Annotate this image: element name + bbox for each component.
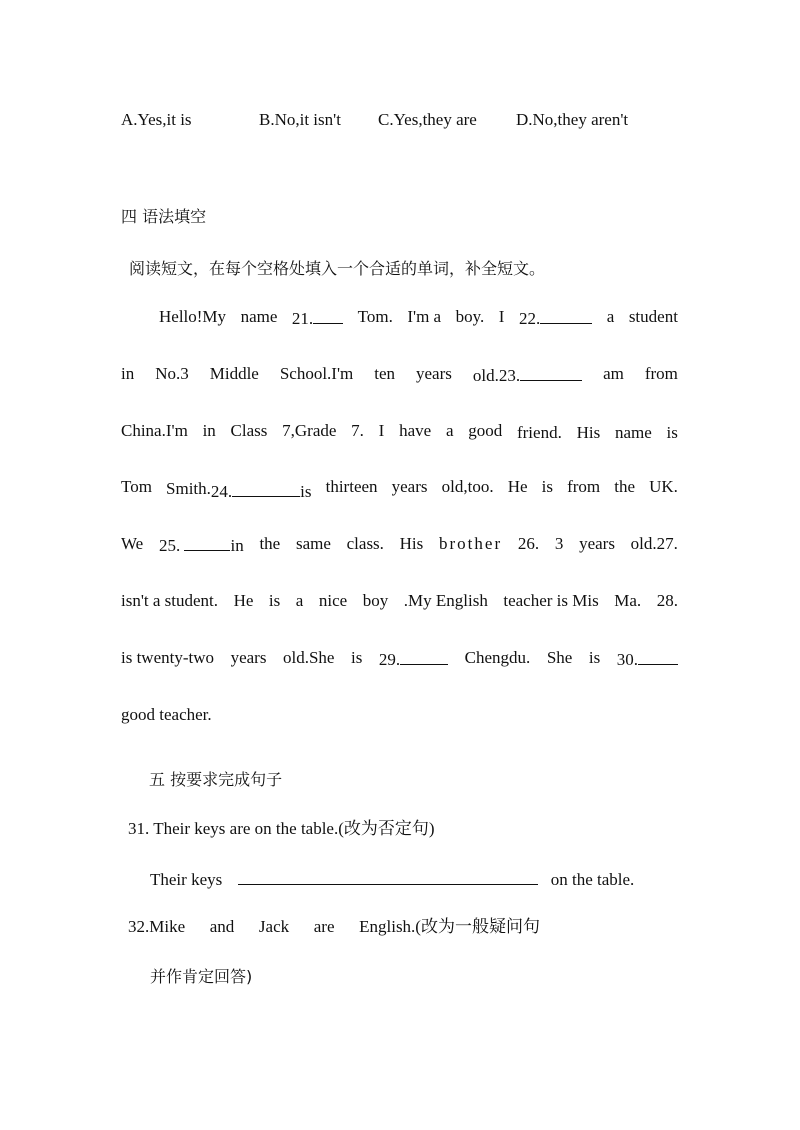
word: and	[209, 917, 235, 936]
word: old.27.	[630, 534, 678, 553]
section-5-heading: 五 按要求完成句子	[149, 770, 283, 789]
option-d: D.No,they aren't	[516, 110, 629, 129]
word: thirteen	[325, 477, 378, 496]
word: brother	[439, 534, 503, 553]
word: School.I'm	[279, 364, 354, 383]
passage-line-6	[121, 590, 678, 612]
word: Chengdu.	[464, 648, 531, 667]
word: teacher is Mis	[503, 591, 599, 610]
option-c: C.Yes,they are	[378, 110, 477, 129]
word: No.3	[155, 364, 189, 383]
passage-line-7	[121, 647, 678, 671]
word: years	[416, 364, 452, 383]
word: is twenty-two	[121, 648, 215, 667]
answer-blank	[238, 867, 538, 885]
word: He	[507, 477, 528, 496]
question-31: 31. Their keys are on the table.(改为否定句)	[128, 819, 435, 838]
word: years	[391, 477, 428, 496]
word: a	[445, 421, 454, 440]
blank-29: 29.	[379, 647, 448, 671]
q31-start: Their keys	[150, 870, 223, 889]
word: class.	[346, 534, 384, 553]
option-b: B.No,it isn't	[259, 110, 341, 129]
word: from	[644, 364, 678, 383]
word: His	[576, 423, 601, 442]
passage-line-5	[121, 533, 678, 557]
word: student	[628, 307, 678, 326]
word: friend.	[516, 423, 562, 442]
word: is	[666, 423, 678, 442]
word: Tom.	[357, 307, 393, 326]
word: He	[233, 591, 254, 610]
blank-22: 22.	[519, 306, 592, 330]
q31-end: on the table.	[550, 870, 635, 889]
word: Tom	[121, 477, 152, 496]
word: years	[579, 534, 615, 553]
word: old,too.	[441, 477, 494, 496]
question-32	[128, 916, 540, 938]
word: .My English	[403, 591, 488, 610]
word: China.I'm	[121, 421, 188, 440]
word: have	[399, 421, 432, 440]
word: Ma.	[614, 591, 642, 610]
word: I	[498, 307, 505, 326]
word: I'm a	[407, 307, 442, 326]
word: is	[541, 477, 553, 496]
blank-30: 30.	[617, 647, 678, 671]
word: 3	[554, 534, 564, 553]
word: am	[603, 364, 624, 383]
word: His	[399, 534, 424, 553]
word: 32.Mike	[128, 917, 186, 936]
blank-24: Smith.24. is	[166, 479, 312, 501]
word: in	[202, 421, 216, 440]
word: is	[350, 648, 363, 667]
word: 7,Grade	[282, 421, 337, 440]
passage-line-2	[121, 363, 678, 387]
word: 26.	[517, 534, 540, 553]
word: years	[230, 648, 267, 667]
word: the	[614, 477, 636, 496]
word: 7.	[351, 421, 364, 440]
blank-25: 25. in	[159, 533, 244, 557]
word: in	[121, 364, 135, 383]
word: She	[546, 648, 573, 667]
word: good	[468, 421, 503, 440]
word: name	[614, 423, 652, 442]
question-31-answer-line	[150, 867, 634, 891]
word: ten	[374, 364, 396, 383]
word: same	[295, 534, 331, 553]
word: Class	[230, 421, 268, 440]
word: name	[240, 307, 278, 326]
word: I	[378, 421, 385, 440]
passage-line-8: good teacher.	[121, 705, 212, 724]
word: We	[121, 534, 144, 553]
word: a	[606, 307, 615, 326]
word: UK.	[649, 477, 678, 496]
section-4-heading: 四 语法填空	[121, 207, 207, 226]
word: from	[567, 477, 601, 496]
word: English.(改为一般疑问句	[359, 917, 540, 936]
blank-23: old.23.	[473, 363, 582, 387]
word: boy	[362, 591, 389, 610]
word: is	[268, 591, 281, 610]
word: boy.	[455, 307, 485, 326]
word: a	[295, 591, 304, 610]
word: old.She	[282, 648, 335, 667]
word: the	[259, 534, 281, 553]
word: 28.	[656, 591, 678, 610]
option-a: A.Yes,it is	[121, 110, 192, 129]
blank-21: 21.	[292, 306, 343, 330]
word: nice	[318, 591, 348, 610]
section-4-instruction: 阅读短文，在每个空格处填入一个合适的单词，补全短文。	[129, 259, 546, 278]
word: isn't a student.	[121, 591, 219, 610]
word: Middle	[209, 364, 259, 383]
word: are	[313, 917, 335, 936]
passage-line-4	[121, 476, 678, 500]
passage-line-1	[159, 306, 678, 330]
word: Jack	[258, 917, 290, 936]
word: is	[588, 648, 601, 667]
question-32-continuation: 并作肯定回答)	[150, 967, 253, 986]
passage-line-3	[121, 420, 678, 442]
word: Hello!My	[159, 307, 227, 326]
